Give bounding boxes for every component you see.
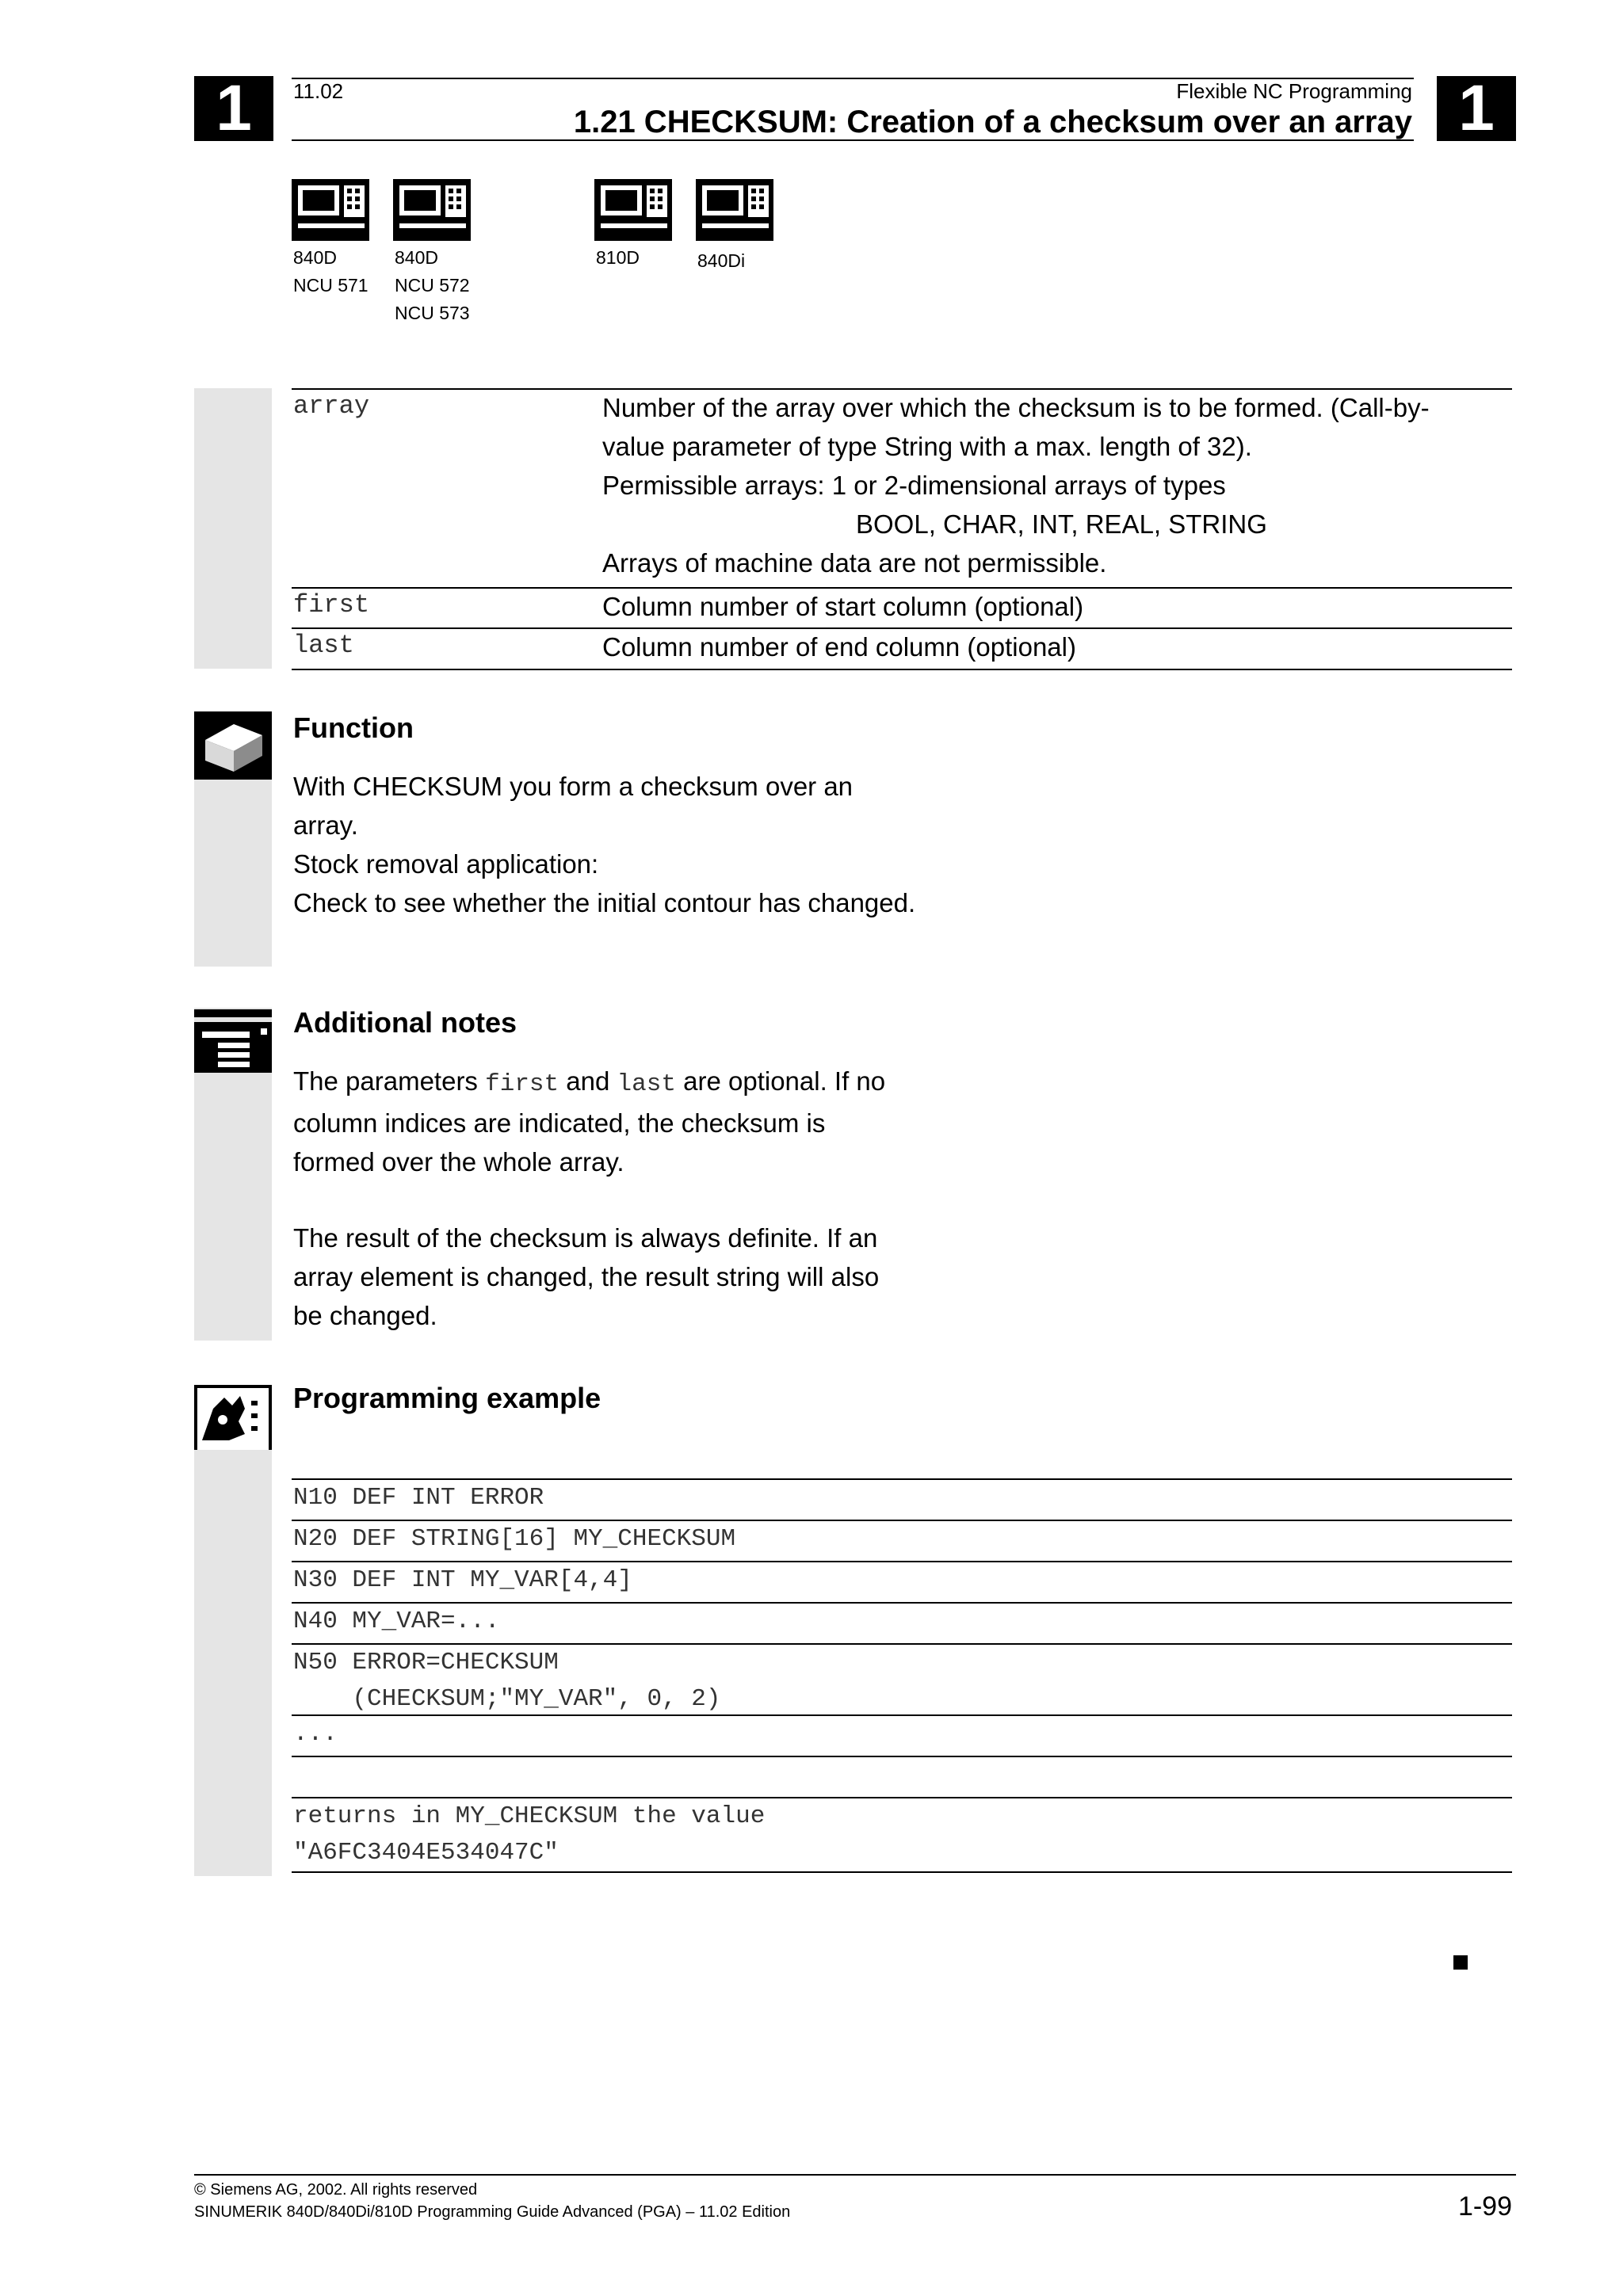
control-label: 840Di — [697, 250, 746, 271]
page-title: 1.21 CHECKSUM: Creation of a checksum over an array — [573, 105, 1412, 139]
programming-example-icon — [194, 1385, 272, 1450]
function-text: With CHECKSUM you form a checksum over an array. Stock removal application: Check to see whether the initial contour has changed. — [293, 772, 916, 917]
section-heading-notes: Additional notes — [293, 1006, 517, 1039]
control-panel-icon — [292, 179, 369, 241]
pointing-hand-icon — [194, 1008, 272, 1076]
control-label: 840D NCU 571 — [293, 247, 369, 296]
code-line: N50 ERROR=CHECKSUM (CHECKSUM;"MY_VAR", 0, 2) — [293, 1649, 721, 1713]
margin-bar — [194, 388, 272, 669]
param-description: Column number of end column (optional) — [602, 632, 1076, 662]
code-line: N30 DEF INT MY_VAR[4,4] — [293, 1566, 632, 1594]
notes-paragraph-1: The parameters first and last are optional. If no column indices are indicated, the checksum is formed over the whole array. — [293, 1066, 886, 1177]
control-label: 810D — [596, 247, 640, 268]
page-number: 1-99 — [1457, 2191, 1512, 2222]
control-panel-icon — [393, 179, 471, 241]
header-manual-section: Flexible NC Programming — [1176, 79, 1412, 103]
footer-copyright: © Siemens AG, 2002. All rights reserved — [194, 2181, 478, 2199]
header-bottom-rule — [292, 139, 1414, 141]
code-line: N40 MY_VAR=... — [293, 1608, 500, 1635]
footer-guide-title: SINUMERIK 840D/840Di/810D Programming Guide Advanced (PGA) – 11.02 Edition — [194, 2203, 791, 2221]
code-rule — [292, 1756, 1512, 1757]
chapter-badge-right: 1 — [1437, 76, 1516, 141]
code-line: ... — [293, 1720, 338, 1748]
param-description: Column number of start column (optional) — [602, 592, 1084, 621]
code-rule — [292, 1714, 1512, 1716]
code-rule — [292, 1871, 1512, 1873]
param-name: first — [293, 590, 370, 620]
footer-rule — [194, 2174, 1516, 2176]
code-line: N10 DEF INT ERROR — [293, 1484, 544, 1512]
param-name: last — [293, 631, 354, 660]
chapter-badge-left: 1 — [194, 76, 273, 141]
control-label: 840D NCU 572 NCU 573 — [395, 247, 470, 323]
margin-bar — [194, 1385, 272, 1876]
header-date: 11.02 — [293, 79, 344, 103]
header-top-rule — [292, 78, 1414, 79]
function-cube-icon — [194, 711, 272, 780]
param-name: array — [293, 391, 370, 421]
control-panel-icon — [696, 179, 773, 241]
param-description: Number of the array over which the checksum is to be formed. (Call-by- value parameter of type String with a max. length of 32). Permissible arrays: 1 or 2-dimensional arrays of types BOOL, CHAR, INT, REAL, STRING Arrays of machine data are not permissible. — [602, 393, 1430, 578]
code-line: N20 DEF STRING[16] MY_CHECKSUM — [293, 1525, 736, 1553]
notes-paragraph-2: The result of the checksum is always definite. If an array element is changed, the result string will also be changed. — [293, 1223, 880, 1330]
control-panel-icon — [594, 179, 672, 241]
section-heading-example: Programming example — [293, 1382, 601, 1414]
code-line: returns in MY_CHECKSUM the value "A6FC3404E534047C" — [293, 1802, 766, 1867]
table-rule — [292, 669, 1512, 670]
section-heading-function: Function — [293, 711, 414, 744]
end-of-section-marker — [1453, 1955, 1468, 1970]
